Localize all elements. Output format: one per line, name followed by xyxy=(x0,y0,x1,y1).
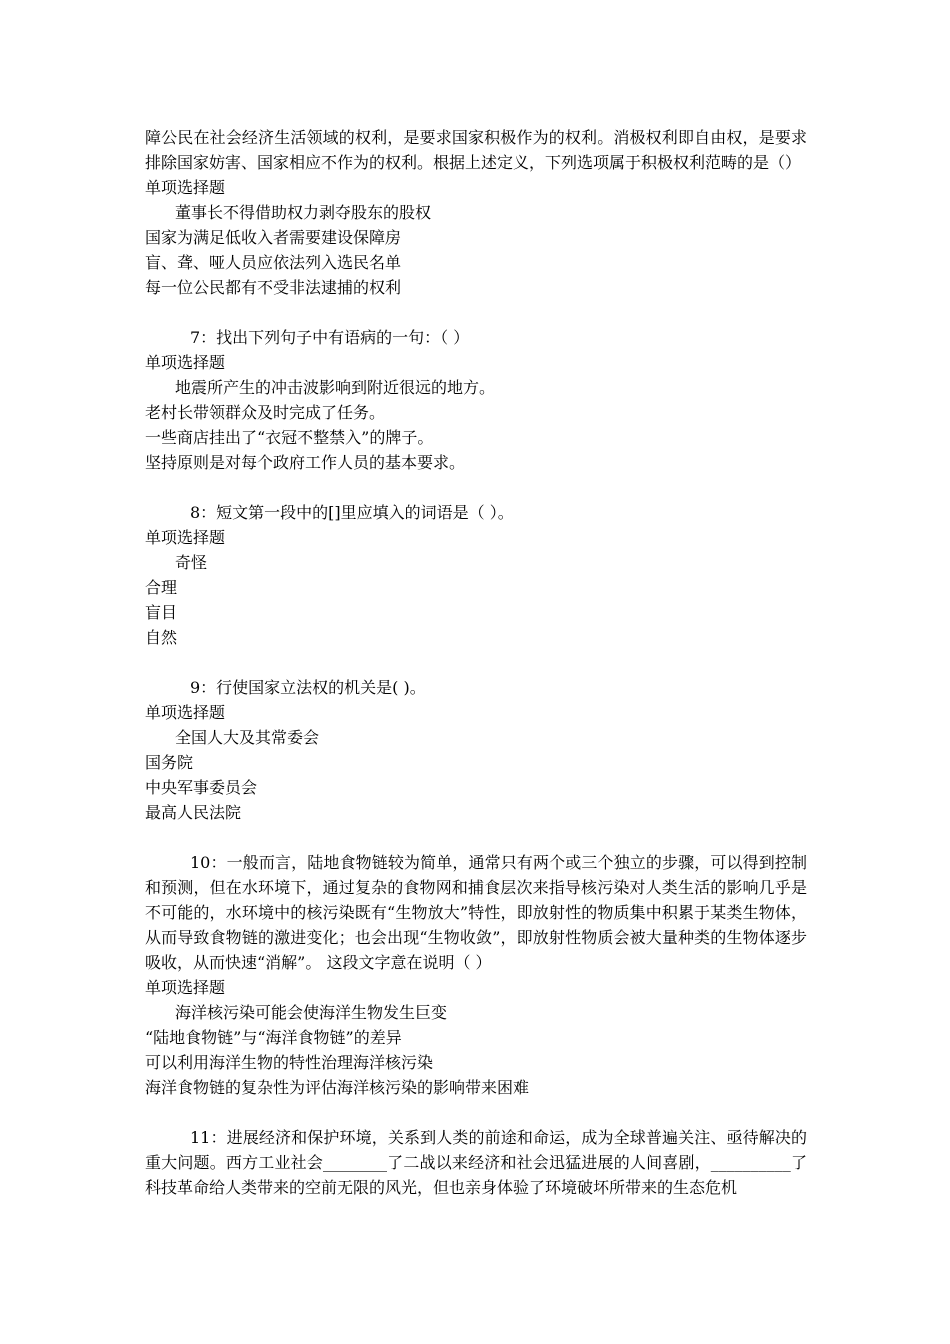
option-b: 老村长带领群众及时完成了任务。 xyxy=(145,403,386,422)
option-d: 最高人民法院 xyxy=(145,803,242,822)
question-6 xyxy=(145,125,807,300)
question-stem: 7：找出下列句子中有语病的一句：（ ） xyxy=(190,328,470,347)
option-d: 每一位公民都有不受非法逮捕的权利 xyxy=(145,278,402,297)
option-b: 国务院 xyxy=(145,753,194,772)
question-type: 单项选择题 xyxy=(145,178,226,197)
spacer xyxy=(145,300,807,325)
question-10 xyxy=(145,850,807,1100)
option-a: 海洋核污染可能会使海洋生物发生巨变 xyxy=(175,1003,448,1022)
option-c: 中央军事委员会 xyxy=(145,778,258,797)
question-stem: 9：行使国家立法权的机关是( )。 xyxy=(190,678,426,697)
question-stem: 障公民在社会经济生活领域的权利，是要求国家积极作为的权利。消极权利即自由权，是要求排除国家妨害、国家相应不作为的权利。根据上述定义，下列选项属于积极权利范畴的是（） xyxy=(145,128,807,172)
option-c: 盲目 xyxy=(145,603,178,622)
option-a: 奇怪 xyxy=(175,553,208,572)
question-stem: 10：一般而言，陆地食物链较为简单，通常只有两个或三个独立的步骤，可以得到控制和预测，但在水环境下，通过复杂的食物网和捕食层次来指导核污染对人类生活的影响几乎是不可能的，水环境中的核污染既有“生物放大”特性，即放射性的物质集中积累于某类生物体，从而导致食物链的激进变化；也会出现“生物收敛”，即放射性物质会被大量种类的生物体逐步吸收，从而快速“消解”。 这段文字意在说明（ ） xyxy=(145,853,807,972)
option-d: 海洋食物链的复杂性为评估海洋核污染的影响带来困难 xyxy=(145,1078,530,1097)
option-c: 盲、聋、哑人员应依法列入选民名单 xyxy=(145,253,402,272)
question-stem: 8：短文第一段中的[]里应填入的词语是（ ）。 xyxy=(190,503,514,522)
option-c: 一些商店挂出了“衣冠不整禁入”的牌子。 xyxy=(145,428,434,447)
option-b: “陆地食物链”与“海洋食物链”的差异 xyxy=(145,1028,402,1047)
option-a: 全国人大及其常委会 xyxy=(175,728,320,747)
question-stem: 11：进展经济和保护环境，关系到人类的前途和命运，成为全球普遍关注、亟待解决的重大问题。西方工业社会________了二战以来经济和社会迅猛进展的人间喜剧，__________了科技革命给人类带来的空前无限的风光，但也亲身体验了环境破坏所带来的生态危机 xyxy=(145,1128,807,1197)
document-page xyxy=(145,125,807,1200)
option-b: 合理 xyxy=(145,578,178,597)
question-7 xyxy=(145,325,807,475)
spacer xyxy=(145,650,807,675)
option-c: 可以利用海洋生物的特性治理海洋核污染 xyxy=(145,1053,434,1072)
spacer xyxy=(145,1100,807,1125)
spacer xyxy=(145,475,807,500)
question-type: 单项选择题 xyxy=(145,978,226,997)
question-type: 单项选择题 xyxy=(145,353,226,372)
question-11 xyxy=(145,1125,807,1200)
spacer xyxy=(145,825,807,850)
question-8 xyxy=(145,500,807,650)
option-a: 董事长不得借助权力剥夺股东的股权 xyxy=(175,203,432,222)
option-a: 地震所产生的冲击波影响到附近很远的地方。 xyxy=(175,378,496,397)
option-d: 坚持原则是对每个政府工作人员的基本要求。 xyxy=(145,453,466,472)
option-b: 国家为满足低收入者需要建设保障房 xyxy=(145,228,402,247)
question-type: 单项选择题 xyxy=(145,703,226,722)
question-9 xyxy=(145,675,807,825)
question-type: 单项选择题 xyxy=(145,528,226,547)
option-d: 自然 xyxy=(145,628,178,647)
